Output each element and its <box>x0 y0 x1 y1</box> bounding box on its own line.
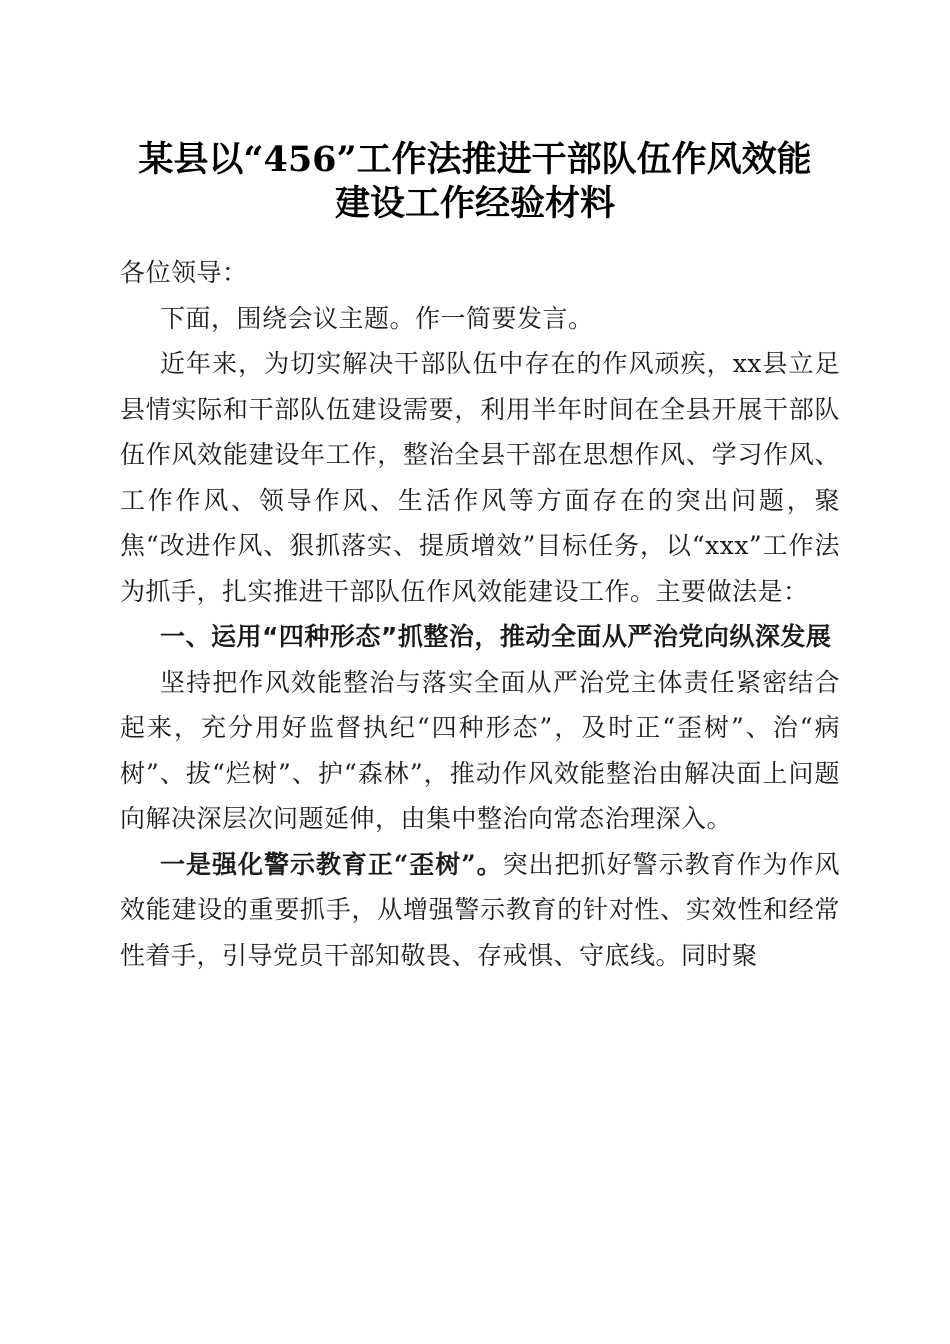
salutation: 各位领导： <box>120 258 248 287</box>
section-1-paragraph: 坚持把作风效能整治与落实全面从严治党主体责任紧密结合起来，充分用好监督执纪“四种形态”，及时正“歪树”、治“病树”、拔“烂树”、护“森林”，推动作风效能整治由解决面上问题向解决深层次问题延伸，由集中整治向常态治理深入。 <box>120 667 840 833</box>
document-title-line-2: 建设工作经验材料 <box>334 183 615 224</box>
point-1-lead: 一是强化警示教育正“歪树”。 <box>160 849 503 879</box>
point-1-text: 突出把抓好警示教育作为作风效能建设的重要抓手，从增强警示教育的针对性、实效性和经常性着手，引导党员干部知敬畏、存戒惧、守底线。同时聚 <box>120 849 840 970</box>
section-heading-1: 一、运用“四种形态”抓整治，推动全面从严治党向纵深发展 <box>160 622 832 651</box>
intro-paragraph: 下面，围绕会议主题。作一简要发言。 <box>160 303 594 333</box>
body-paragraph-1: 近年来，为切实解决干部队伍中存在的作风顽疾，xx县立足县情实际和干部队伍建设需要，利用半年时间在全县开展干部队伍作风效能建设年工作，整治全县干部在思想作风、学习作风、工作作风、领导作风、生活作风等方面存在的突出问题，聚焦“改进作风、狠抓落实、提质增效”目标任务，以“xxx”工作法为抓手，扎实推进干部队伍作风效能建设工作。主要做法是： <box>120 349 840 606</box>
point-1-paragraph <box>120 842 840 979</box>
document-body <box>120 250 840 978</box>
document-title-line-1: 某县以“456”工作法推进干部队伍作风效能 <box>138 139 812 180</box>
